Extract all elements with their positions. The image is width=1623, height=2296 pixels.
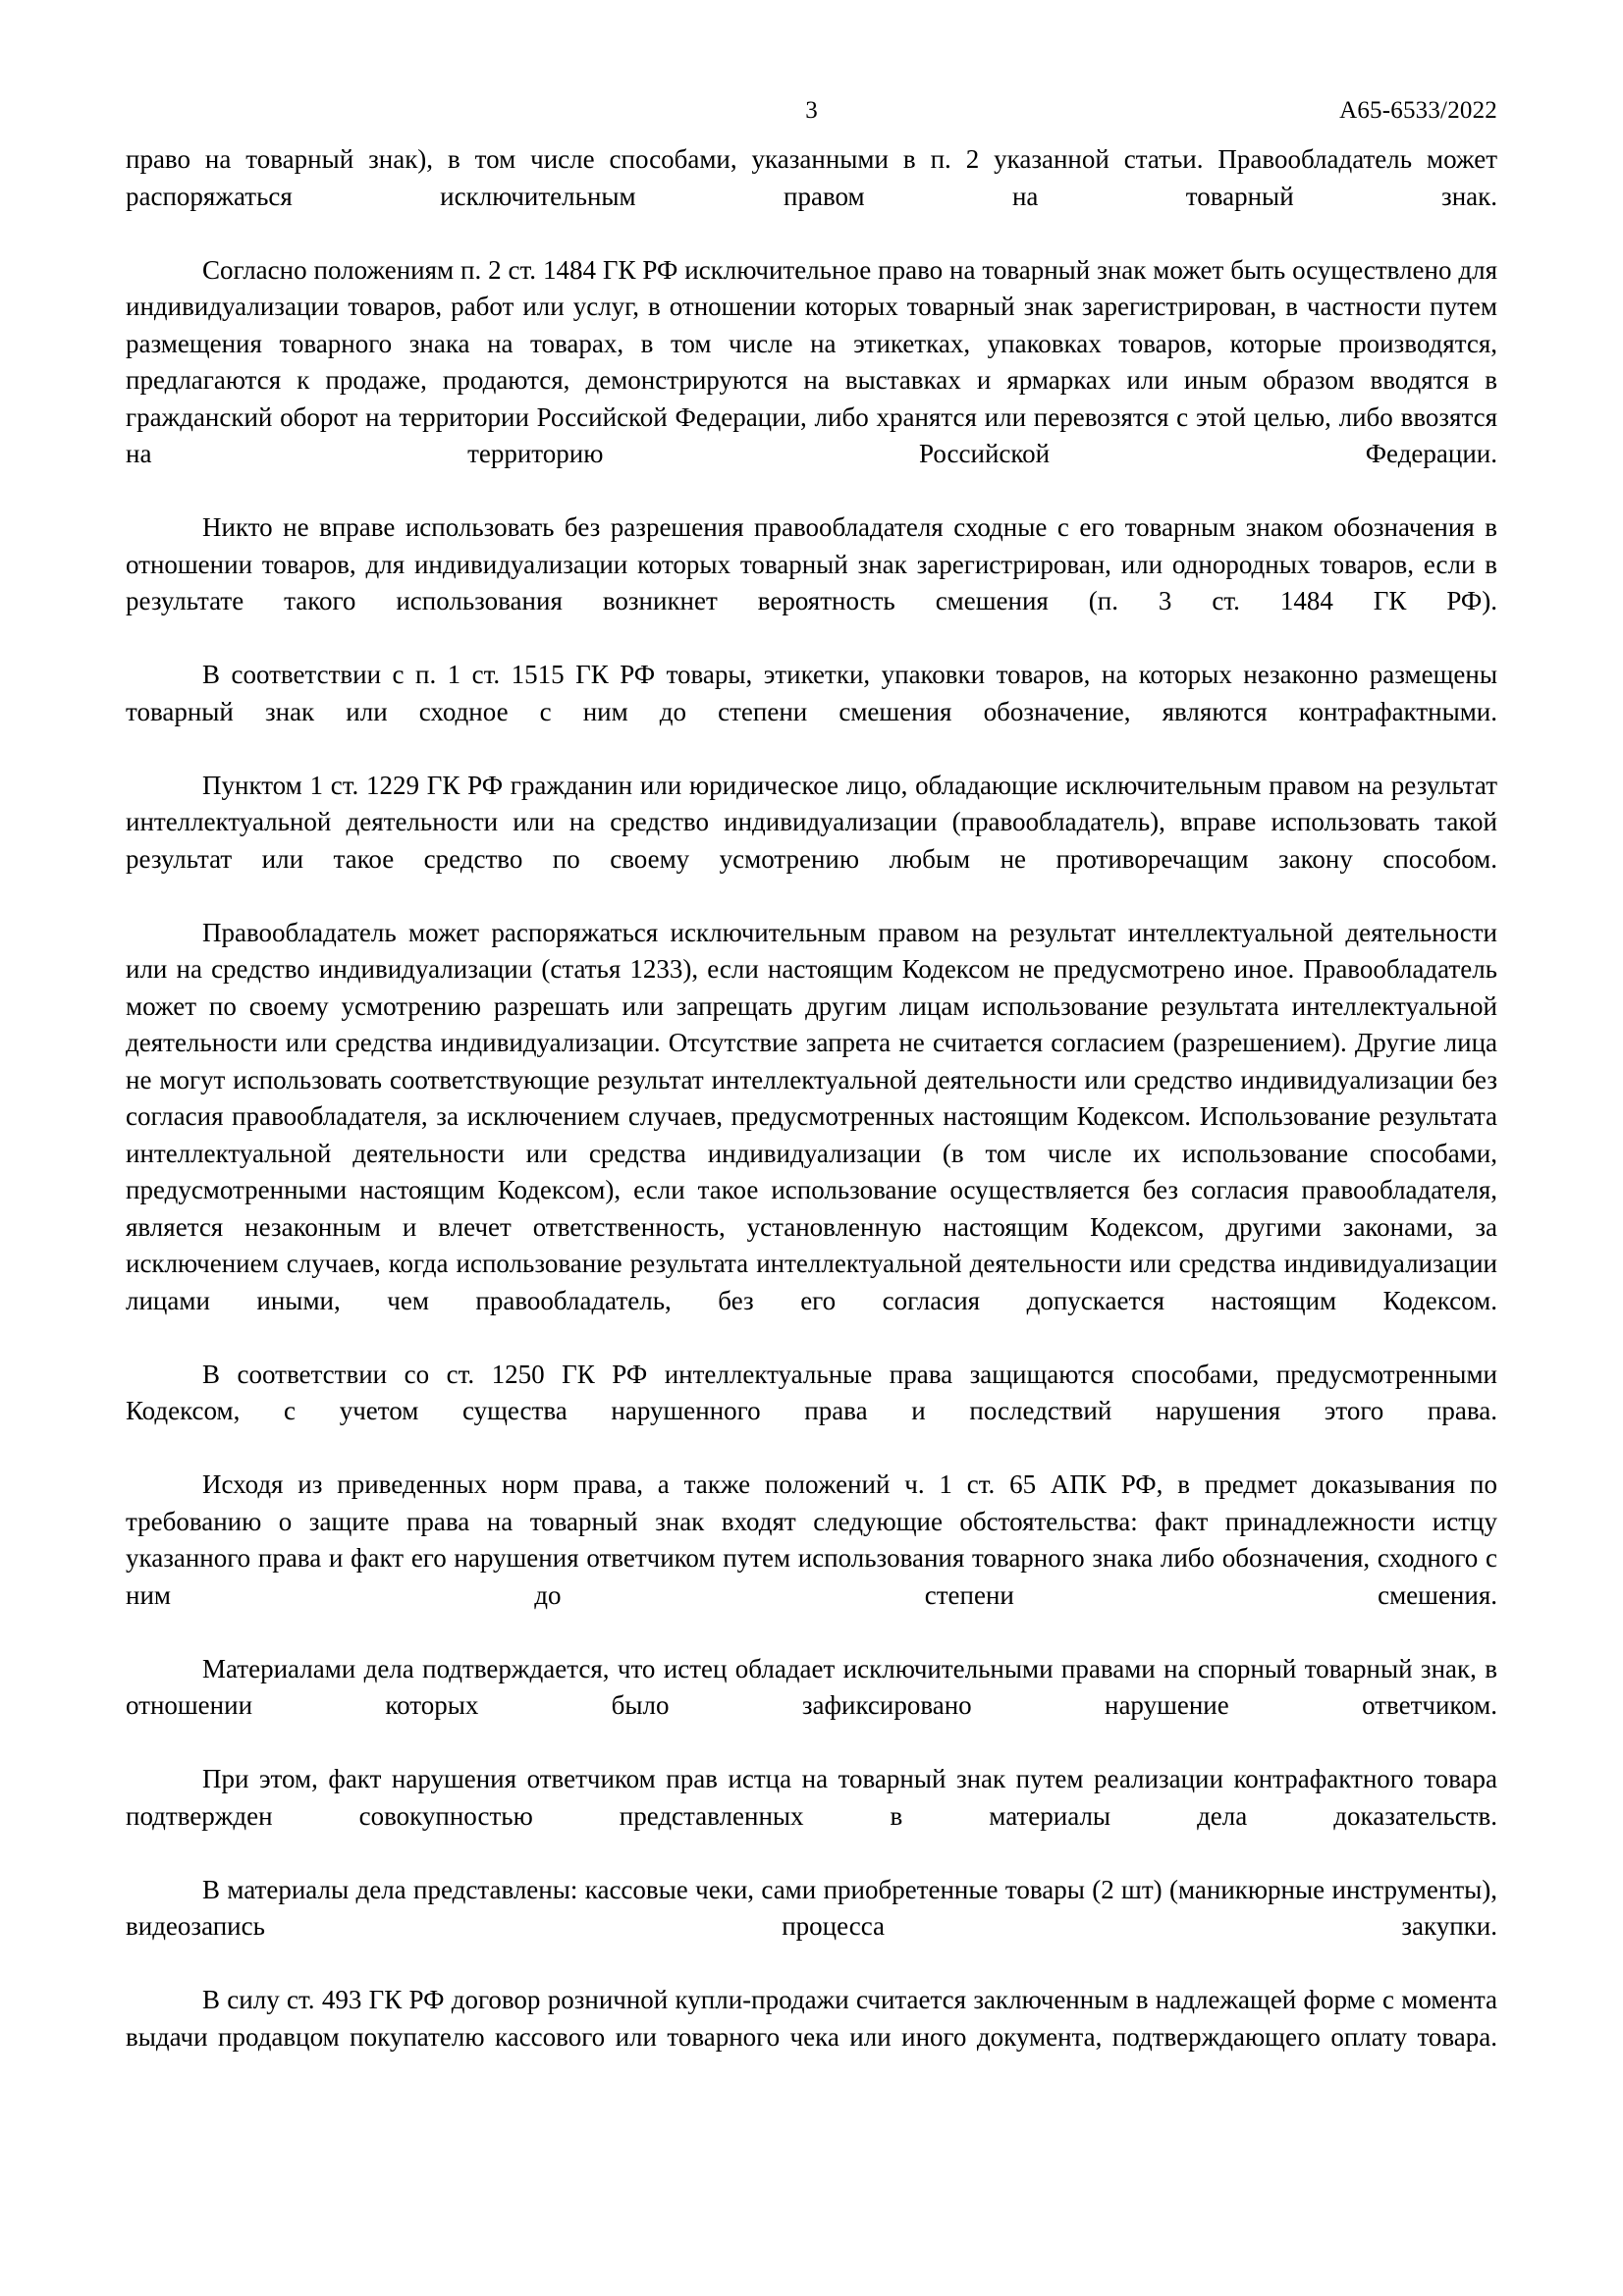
paragraph: При этом, факт нарушения ответчиком прав истца на товарный знак путем реализации контрафактного товара подтвержден совокупностью представленных в материалы дела доказательств. [126,1764,1497,1831]
document-body [126,141,1497,2093]
page-number: 3 [805,97,818,124]
paragraph: Пунктом 1 ст. 1229 ГК РФ гражданин или юридическое лицо, обладающие исключительным правом на результат интеллектуальной деятельности или на средство индивидуализации (правообладатель), вправе использовать такой результат или такое средство по своему усмотрению любым не противоречащим закону способом. [126,770,1497,874]
paragraph: Никто не вправе использовать без разрешения правообладателя сходные с его товарным знаком обозначения в отношении товаров, для индивидуализации которых товарный знак зарегистрирован, или однородных товаров, если в результате такого использования возникнет вероятность смешения (п. 3 ст. 1484 ГК РФ). [126,512,1497,615]
case-number: А65-6533/2022 [1339,97,1497,124]
paragraph: Согласно положениям п. 2 ст. 1484 ГК РФ исключительное право на товарный знак может быть осуществлено для индивидуализации товаров, работ или услуг, в отношении которых товарный знак зарегистрирован, в частности путем размещения товарного знака на товарах, в том числе на этикетках, упаковках товаров, которые производятся, предлагаются к продаже, продаются, демонстрируются на выставках и ярмарках или иным образом вводятся в гражданский оборот на территории Российской Федерации, либо хранятся или перевозятся с этой целью, либо ввозятся на территорию Российской Федерации. [126,254,1497,468]
paragraph: Материалами дела подтверждается, что истец обладает исключительными правами на спорный товарный знак, в отношении которых было зафиксировано нарушение ответчиком. [126,1653,1497,1720]
paragraph: В материалы дела представлены: кассовые чеки, сами приобретенные товары (2 шт) (маникюрные инструменты), видеозапись процесса закупки. [126,1874,1497,1941]
paragraph: Исходя из приведенных норм права, а также положений ч. 1 ст. 65 АПК РФ, в предмет доказывания по требованию о защите права на товарный знак входят следующие обстоятельства: факт принадлежности истцу указанного права и факт его нарушения ответчиком путем использования товарного знака либо обозначения, сходного с ним до степени смешения. [126,1469,1497,1610]
paragraph: В силу ст. 493 ГК РФ договор розничной купли-продажи считается заключенным в надлежащей форме с момента выдачи продавцом покупателю кассового или товарного чека или иного документа, подтверждающего оплату товара. [126,1985,1497,2052]
paragraph: Правообладатель может распоряжаться исключительным правом на результат интеллектуальной деятельности или на средство индивидуализации (статья 1233), если настоящим Кодексом не предусмотрено иное. Правообладатель может по своему усмотрению разрешать или запрещать другим лицам использование результата интеллектуальной деятельности или средства индивидуализации. Отсутствие запрета не считается согласием (разрешением). Другие лица не могут использовать соответствующие результат интеллектуальной деятельности или средство индивидуализации без согласия правообладателя, за исключением случаев, предусмотренных настоящим Кодексом. Использование результата интеллектуальной деятельности или средства индивидуализации (в том числе их использование способами, предусмотренными настоящим Кодексом), если такое использование осуществляется без согласия правообладателя, является незаконным и влечет ответственность, установленную настоящим Кодексом, другими законами, за исключением случаев, когда использование результата интеллектуальной деятельности или средства индивидуализации лицами иными, чем правообладатель, без его согласия допускается настоящим Кодексом. [126,917,1497,1315]
page-header [126,94,1497,128]
paragraph: В соответствии с п. 1 ст. 1515 ГК РФ товары, этикетки, упаковки товаров, на которых незаконно размещены товарный знак или сходное с ним до степени смешения обозначение, являются контрафактными. [126,660,1497,726]
paragraph: В соответствии со ст. 1250 ГК РФ интеллектуальные права защищаются способами, предусмотренными Кодексом, с учетом существа нарушенного права и последствий нарушения этого права. [126,1359,1497,1425]
paragraph: право на товарный знак), в том числе способами, указанными в п. 2 указанной статьи. Правообладатель может распоряжаться исключительным правом на товарный знак. [126,144,1497,211]
